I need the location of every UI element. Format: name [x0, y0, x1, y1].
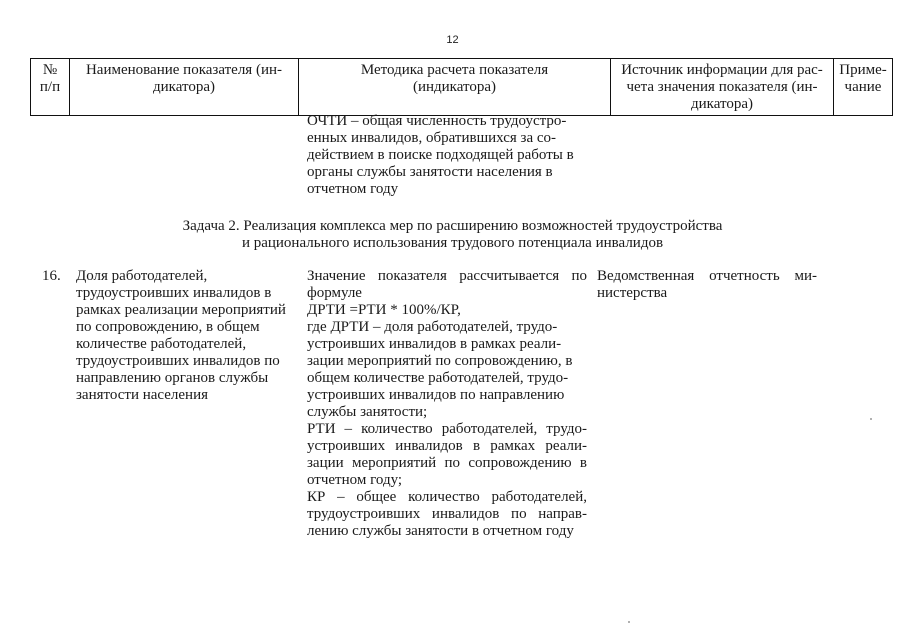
header-method-line: Методика расчета показателя: [360, 62, 549, 78]
header-note-cell: [834, 59, 893, 116]
method-line: РТИ – количество работодателей, трудо-: [307, 421, 587, 437]
indicator-name-line: трудоустроивших инвалидов по: [76, 353, 280, 369]
header-source-cell: [611, 59, 834, 116]
method-line: трудоустроивших инвалидов по направ-: [307, 506, 587, 522]
carryover-line: отчетном году: [307, 181, 399, 197]
carryover-line: органы службы занятости населения в: [307, 164, 553, 180]
method-line: где ДРТИ – доля работодателей, трудо-: [307, 319, 558, 335]
indicator-name: [76, 268, 298, 404]
task-heading: [0, 218, 905, 252]
source-line: Ведомственная отчетность ми-: [597, 268, 817, 284]
source-line: нистерства: [597, 285, 668, 301]
indicator-name-line: направлению органов службы: [76, 370, 269, 386]
header-note-line: чание: [844, 79, 882, 95]
header-note-line: Приме-: [839, 62, 887, 78]
indicator-name-line: трудоустроивших инвалидов в: [76, 285, 272, 301]
method-line: устроивших инвалидов по направлению: [307, 387, 565, 403]
indicator-name-line: занятости населения: [76, 387, 209, 403]
calculation-method: [307, 268, 587, 540]
scan-speck: [870, 418, 872, 420]
method-line: устроивших инвалидов в рамках реали-: [307, 438, 587, 454]
scan-speck: [628, 621, 630, 623]
header-method-cell: [299, 59, 611, 116]
indicator-name-line: Доля работодателей,: [76, 268, 208, 284]
method-line: КР – общее количество работодателей,: [307, 489, 587, 505]
task-heading-line: и рационального использования трудового потенциала инвалидов: [241, 235, 664, 251]
row-number: 16.: [42, 268, 61, 284]
header-source-line: дикатора): [691, 96, 753, 112]
information-source: [597, 268, 817, 302]
table-header: [30, 58, 893, 116]
header-name-line: дикатора): [153, 79, 215, 95]
header-number-line: п/п: [39, 79, 61, 95]
header-source-line: чета значения показателя (ин-: [626, 79, 818, 95]
method-line: отчетном году;: [307, 472, 403, 488]
carryover-line: ОЧТИ – общая численность трудоустро-: [307, 113, 567, 129]
method-line: устроивших инвалидов в рамках реали-: [307, 336, 562, 352]
formula-line: ДРТИ =РТИ * 100%/КР,: [307, 302, 461, 318]
header-name-cell: [70, 59, 299, 116]
method-line: формуле: [307, 285, 362, 301]
carryover-line: действием в поиске подходящей работы в: [307, 147, 574, 163]
method-line: Значение показателя рассчитывается по: [307, 268, 587, 284]
header-method-line: (индикатора): [412, 79, 497, 95]
header-name-line: Наименование показателя (ин-: [85, 62, 283, 78]
task-heading-line: Задача 2. Реализация комплекса мер по расширению возможностей трудоустройства: [182, 218, 723, 234]
method-line: зации мероприятий по сопровождению, в: [307, 353, 573, 369]
method-line: зации мероприятий по сопровождению в: [307, 455, 587, 471]
method-line: лению службы занятости в отчетном году: [307, 523, 574, 539]
method-line: общем количестве работодателей, трудо-: [307, 370, 569, 386]
indicator-name-line: количестве работодателей,: [76, 336, 247, 352]
method-line: службы занятости;: [307, 404, 428, 420]
indicator-name-line: рамках реализации мероприятий: [76, 302, 286, 318]
header-source-line: Источник информации для рас-: [621, 62, 823, 78]
carryover-line: енных инвалидов, обратившихся за со-: [307, 130, 557, 146]
page-number: 12: [446, 34, 459, 46]
indicator-name-line: по сопровождению, в общем: [76, 319, 260, 335]
header-number-line: №: [42, 62, 58, 78]
carryover-text: [307, 113, 597, 198]
header-number-cell: [31, 59, 70, 116]
